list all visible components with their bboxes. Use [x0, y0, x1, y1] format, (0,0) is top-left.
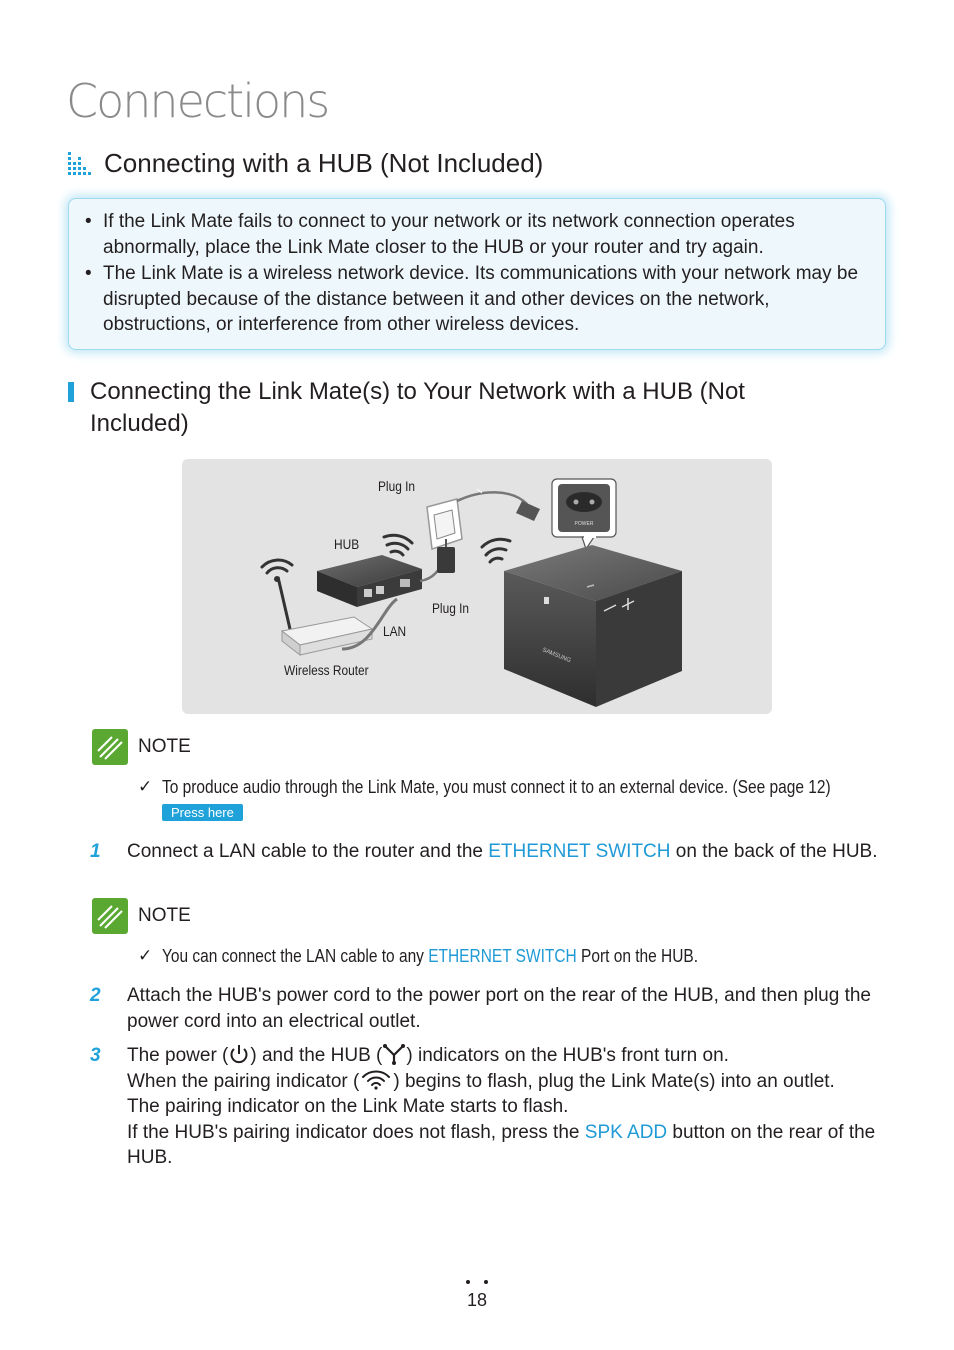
- step-number: 2: [90, 985, 101, 1006]
- svg-text:SAMSUNG: SAMSUNG: [541, 647, 572, 665]
- info-item: • If the Link Mate fails to connect to your network or its network connection operates abnormally, place the Link Mate closer to the HUB or your router and try again.: [85, 209, 869, 260]
- note-block: [92, 729, 939, 823]
- section-grid-icon: [68, 152, 92, 176]
- heading-bar: [68, 382, 74, 402]
- step-text: Attach the HUB's power cord to the power port on the rear of the HUB, and then plug the power cord into an electrical outlet.: [127, 985, 871, 1032]
- hub-icon: [382, 1043, 406, 1065]
- page-title: Connections: [66, 74, 329, 128]
- subsection-heading: [68, 376, 808, 440]
- info-item: • The Link Mate is a wireless network device. Its communications with your network may be disrupted because of the distance between it and other devices on the network, obstructions, or interference from other wireless devices.: [85, 261, 869, 338]
- wall-outlet-icon: [427, 499, 462, 573]
- note-block: [92, 898, 785, 968]
- ethernet-switch-highlight: ETHERNET SWITCH: [428, 946, 577, 966]
- check-icon: ✓: [138, 777, 153, 796]
- note-text: You can connect the LAN cable to any ETHERNET SWITCH Port on the HUB.: [162, 946, 699, 966]
- label-lan: LAN: [383, 623, 407, 639]
- note-text: To produce audio through the Link Mate, you must connect it to an external device. (See page 12): [162, 777, 831, 797]
- note-pencil-icon: [92, 898, 128, 934]
- step-1: [90, 839, 880, 865]
- note-title: NOTE: [138, 736, 191, 757]
- section-heading: [68, 148, 543, 179]
- note-item: [138, 944, 785, 968]
- connection-diagram: [182, 459, 772, 714]
- page-number: 18: [466, 1290, 488, 1310]
- step-text: Connect a LAN cable to the router and the ETHERNET SWITCH on the back of the HUB.: [127, 841, 878, 862]
- power-port-label: POWER: [574, 521, 594, 527]
- label-wireless-router: Wireless Router: [284, 662, 369, 678]
- press-here-button[interactable]: Press here: [162, 804, 243, 821]
- power-port-inset: [552, 479, 616, 549]
- step-text: The power ( ) and the HUB ( ) indicators on the HUB's front turn on. When the pairing indicator ( ) begins to flash, plug the Link Mate(s) into an outlet. The pairing indicator on the Link Mate starts to flash. If the HUB's pairing indicator does not flash, press the SPK ADD button on the rear of the HUB.: [127, 1045, 876, 1168]
- note-item: [138, 775, 939, 823]
- section-title: Connecting with a HUB (Not Included): [104, 148, 544, 178]
- note-pencil-icon: [92, 729, 128, 765]
- footer-dots: [466, 1280, 488, 1284]
- power-icon: [228, 1043, 250, 1065]
- hub-device-icon: [317, 535, 422, 607]
- step-2: [90, 983, 880, 1034]
- step-number: 3: [90, 1045, 101, 1066]
- pairing-wifi-icon: [359, 1069, 393, 1091]
- info-box: [68, 198, 886, 350]
- note-title: NOTE: [138, 905, 191, 926]
- label-plug-in-bottom: Plug In: [432, 600, 470, 616]
- wifi-icon: [482, 539, 510, 562]
- diagram-illustration: [182, 459, 772, 714]
- label-plug-in-top: Plug In: [378, 478, 416, 494]
- ethernet-switch-highlight: ETHERNET SWITCH: [488, 841, 671, 862]
- label-hub: HUB: [334, 536, 360, 552]
- subsection-title: Connecting the Link Mate(s) to Your Network with a HUB (Not Included): [90, 378, 745, 437]
- step-number: 1: [90, 841, 101, 862]
- link-mate-speaker-icon: [504, 545, 682, 707]
- step-3: [90, 1043, 880, 1171]
- spk-add-highlight: SPK ADD: [584, 1121, 668, 1143]
- check-icon: ✓: [138, 946, 153, 965]
